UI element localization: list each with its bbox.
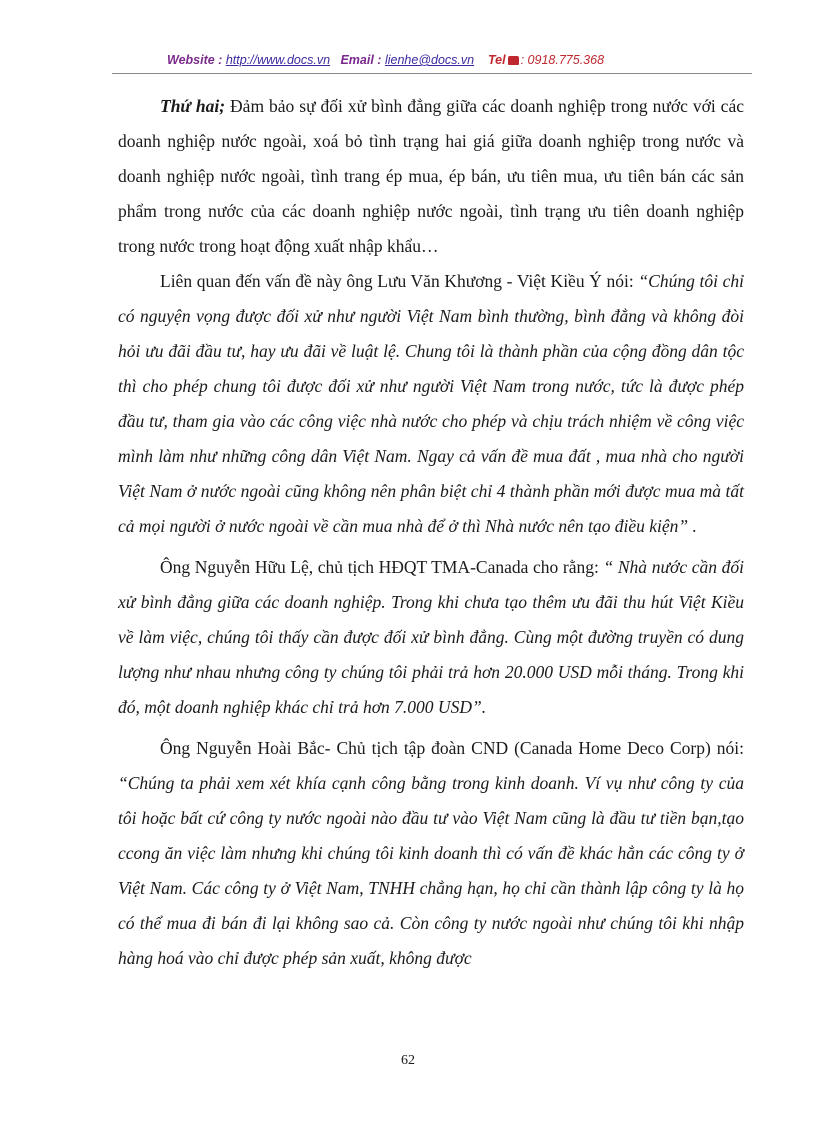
paragraph-quote: “Chúng tôi chỉ có nguyện vọng được đối xử như người Việt Nam bình thường, bình đẳng và không đòi hỏi ưu đãi đầu tư, hay ưu đãi về luật lệ. Chung tôi là thành phần của cộng đồng dân tộc thì cho phép chung tôi được đối xử như người Việt Nam trong nước, tức là được phép đầu tư, tham gia vào các công việc nhà nước cho phép và chịu trách nhiệm về công việc mình làm như những công dân Việt Nam. Ngay cả vấn đề mua đất , mua nhà cho người Việt Nam ở nước ngoài cũng không nên phân biệt chỉ 4 thành phần mới được mua mà tất cả mọi người ở nước ngoài về cần mua nhà để ở thì Nhà nước nên tạo điều kiện” . xyxy=(118,271,745,536)
paragraph-4 xyxy=(118,731,744,976)
paragraph-lead: Ông Nguyễn Hữu Lệ, chủ tịch HĐQT TMA-Canada cho rằng: xyxy=(160,557,604,577)
phone-icon xyxy=(508,56,519,65)
paragraph-lead: Liên quan đến vấn đề này ông Lưu Văn Khương - Việt Kiều Ý nói: xyxy=(160,271,639,291)
paragraph-3 xyxy=(118,550,744,725)
header-contact-line xyxy=(167,53,604,67)
paragraph-label: Thứ hai; xyxy=(160,96,226,116)
email-link[interactable]: lienhe@docs.vn xyxy=(384,53,475,67)
tel-label: Tel xyxy=(488,53,506,67)
paragraph-quote: “ Nhà nước cần đối xử bình đẳng giữa các doanh nghiệp. Trong khi chưa tạo thêm ưu đãi thu hút Việt Kiều về làm việc, chúng tôi thấy cần được đối xử bình đẳng. Cùng một đường truyền có dung lượng như nhau nhưng công ty chúng tôi phải trả hơn 20.000 USD mỗi tháng. Trong khi đó, một doanh nghiệp khác chỉ trả hơn 7.000 USD”. xyxy=(118,557,744,717)
header-divider xyxy=(112,73,752,74)
paragraph-quote: “Chúng ta phải xem xét khía cạnh công bằng trong kinh doanh. Ví vụ như công ty của tôi hoặc bất cứ công ty nước ngoài nào đầu tư vào Việt Nam cũng là đầu tư tiền bạn,tạo ccong ăn việc làm nhưng khi chúng tôi kinh doanh thì có vấn đề khác hẳn các công ty ở Việt Nam. Các công ty ở Việt Nam, TNHH chẳng hạn, họ chỉ cần thành lập công ty là họ có thể mua đi bán đi lại không sao cả. Còn công ty nước ngoài như chúng tôi khi nhập hàng hoá vào chỉ được phép sản xuất, không được xyxy=(118,773,744,968)
tel-value: : 0918.775.368 xyxy=(520,53,605,67)
paragraph-2 xyxy=(118,264,744,544)
website-link[interactable]: http://www.docs.vn xyxy=(225,53,331,67)
page-number: 62 xyxy=(401,1053,415,1068)
paragraph-text: Đảm bảo sự đối xử bình đẳng giữa các doanh nghiệp trong nước với các doanh nghiệp nước ngoài, xoá bỏ tình trạng hai giá giữa doanh nghiệp trong nước và doanh nghiệp nước ngoài, tình trang ép mua, ép bán, ưu tiên mua, ưu tiên bán các sản phẩm trong nước của các doanh nghiệp nước ngoài, tình trạng ưu tiên doanh nghiệp trong nước trong hoạt động xuất nhập khẩu… xyxy=(118,96,744,256)
paragraph-lead: Ông Nguyễn Hoài Bắc- Chủ tịch tập đoàn CND (Canada Home Deco Corp) nói: xyxy=(160,738,744,758)
website-label: Website : xyxy=(167,53,223,67)
paragraph-1 xyxy=(118,89,744,264)
email-label: Email : xyxy=(340,53,382,67)
document-body xyxy=(118,89,744,976)
page-header xyxy=(112,50,752,72)
